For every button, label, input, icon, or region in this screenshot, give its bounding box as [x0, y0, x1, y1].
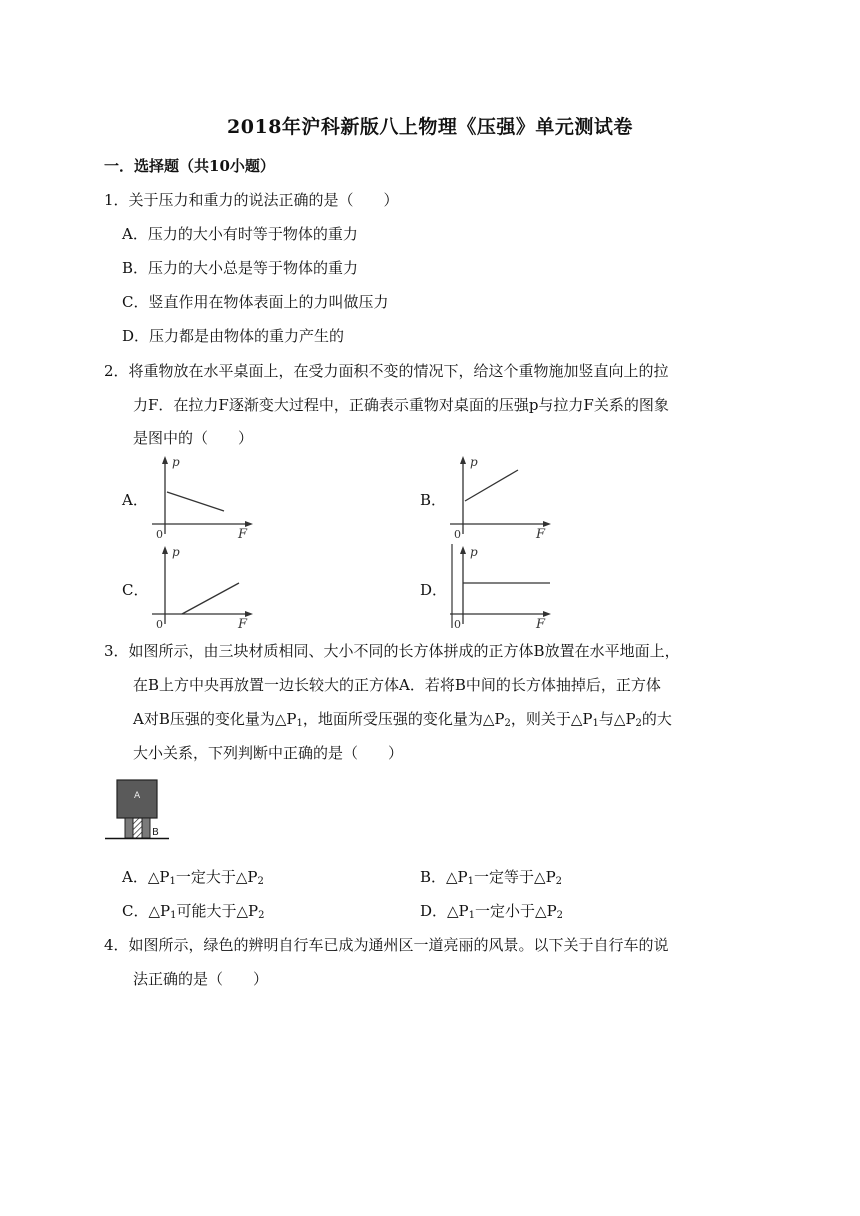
graph-d-label[interactable]: D． [420, 581, 448, 599]
question-3-option-b[interactable]: B．$\triangle P_1$一定等于$\triangle P_2$ [420, 868, 563, 887]
question-3-stem-line-4: 大小关系，下列判断中正确的是（ ） [133, 744, 404, 762]
graph-d-x-label: F [536, 617, 546, 632]
question-1-option-c[interactable]: C．竖直作用在物体表面上的力叫做压力 [122, 293, 389, 311]
graph-b-origin: 0 [454, 528, 461, 541]
graph-b[interactable] [448, 452, 558, 542]
graph-c-origin: 0 [156, 618, 163, 631]
question-3-option-a[interactable]: A．$\triangle P_1$一定大于$\triangle P_2$ [122, 868, 264, 887]
question-4-stem-line-2: 法正确的是（ ） [133, 970, 269, 988]
section-heading: 一．选择题（共10小题） [104, 157, 275, 175]
question-3-option-d[interactable]: D．$\triangle P_1$一定小于$\triangle P_2$ [420, 902, 564, 921]
graph-c-label[interactable]: C． [122, 581, 149, 599]
graph-a-label[interactable]: A． [122, 491, 148, 509]
question-2-stem-line-2: 力F．在拉力F逐渐变大过程中，正确表示重物对桌面的压强p与拉力F关系的图象 [133, 396, 669, 414]
question-3-stem-line-3: A对B压强的变化量为$\triangle P_1$，地面所受压强的变化量为$\triangle P_2$，则关于$\triangle P_1$与$\triangle P_2$的大 [133, 710, 672, 729]
question-2-stem-line-3: 是图中的（ ） [133, 429, 254, 447]
graph-a[interactable] [150, 452, 260, 542]
question-1-option-b[interactable]: B．压力的大小总是等于物体的重力 [122, 259, 359, 277]
block-a-label: A [134, 791, 141, 801]
graph-a-origin: 0 [156, 528, 163, 541]
graph-a-x-label: F [238, 527, 248, 542]
question-2-stem-line-1: 2．将重物放在水平桌面上，在受力面积不变的情况下，给这个重物施加竖直向上的拉 [104, 362, 669, 380]
question-1-option-d[interactable]: D．压力都是由物体的重力产生的 [122, 327, 345, 345]
question-1-option-a[interactable]: A．压力的大小有时等于物体的重力 [122, 225, 358, 243]
graph-b-x-label: F [536, 527, 546, 542]
question-3-option-c[interactable]: C．$\triangle P_1$可能大于$\triangle P_2$ [122, 902, 265, 921]
graph-d-y-label: p [470, 545, 478, 559]
graph-d[interactable] [448, 542, 558, 632]
graph-b-y-label: p [470, 455, 478, 469]
graph-c-x-label: F [238, 617, 248, 632]
question-3-stem-line-1: 3．如图所示，由三块材质相同、大小不同的长方体拼成的正方体B放置在水平地面上， [104, 642, 680, 660]
question-3-stem-line-2: 在B上方中央再放置一边长较大的正方体A．若将B中间的长方体抽掉后，正方体 [133, 676, 661, 694]
graph-d-origin: 0 [454, 618, 461, 631]
graph-c-y-label: p [172, 545, 180, 559]
question-1-stem: 1．关于压力和重力的说法正确的是（ ） [104, 191, 399, 209]
blocks-figure [105, 778, 169, 848]
block-b-label: B [152, 827, 159, 838]
graph-b-label[interactable]: B． [420, 491, 447, 509]
graph-c[interactable] [150, 542, 260, 632]
page-title: 2018年沪科新版八上物理《压强》单元测试卷 [227, 116, 633, 138]
question-4-stem-line-1: 4．如图所示，绿色的辨明自行车已成为通州区一道亮丽的风景。以下关于自行车的说 [104, 936, 669, 954]
graph-a-y-label: p [172, 455, 180, 469]
